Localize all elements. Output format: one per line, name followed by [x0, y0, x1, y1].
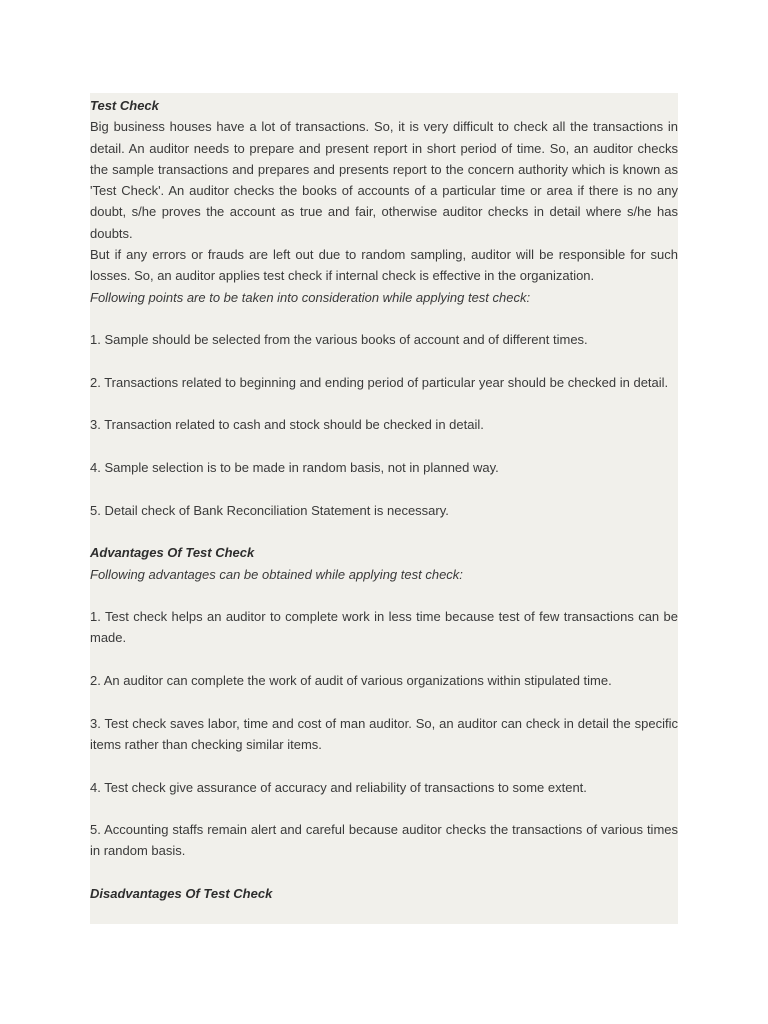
- point-item: 5. Detail check of Bank Reconciliation Statement is necessary.: [90, 502, 449, 518]
- test-check-paragraph-2: But if any errors or frauds are left out due to random sampling, auditor will be responsible for such losses. So, an auditor applies test check if internal check is effective in the organization.: [90, 247, 678, 284]
- test-check-heading: Test Check: [90, 98, 159, 113]
- advantages-heading: Advantages Of Test Check: [90, 545, 255, 561]
- advantage-item: 4. Test check give assurance of accuracy and reliability of transactions to some extent.: [90, 779, 587, 795]
- point-item: 3. Transaction related to cash and stock should be checked in detail.: [90, 417, 484, 433]
- disadvantages-heading: Disadvantages Of Test Check: [90, 885, 273, 901]
- test-check-paragraph-1: Big business houses have a lot of transactions. So, it is very difficult to check all the transactions in detail. An auditor needs to prepare and present report in short period of time. So, an auditor checks the sample transactions and prepares and presents report to the concern authority which is known as 'Test Check'. An auditor checks the books of accounts of a particular time or area if there is no any doubt, s/he proves the account as true and fair, otherwise auditor checks in detail where s/he has doubts.: [90, 119, 678, 241]
- advantage-item: 2. An auditor can complete the work of audit of various organizations within stipulated time.: [90, 673, 612, 689]
- advantage-item: 3. Test check saves labor, time and cost of man auditor. So, an auditor can check in detail the specific items rather than checking similar items.: [90, 715, 678, 752]
- advantage-item: 1. Test check helps an auditor to complete work in less time because test of few transactions can be made.: [90, 609, 678, 646]
- advantage-item: 5. Accounting staffs remain alert and careful because auditor checks the transactions of various times in random basis.: [90, 822, 678, 859]
- point-item: 2. Transactions related to beginning and ending period of particular year should be checked in detail.: [90, 374, 669, 390]
- points-intro: Following points are to be taken into consideration while applying test check:: [90, 289, 531, 305]
- advantages-intro: Following advantages can be obtained while applying test check:: [90, 566, 463, 582]
- point-item: 4. Sample selection is to be made in random basis, not in planned way.: [90, 460, 499, 476]
- document-content: [90, 95, 678, 904]
- point-item: 1. Sample should be selected from the various books of account and of different times.: [90, 332, 588, 348]
